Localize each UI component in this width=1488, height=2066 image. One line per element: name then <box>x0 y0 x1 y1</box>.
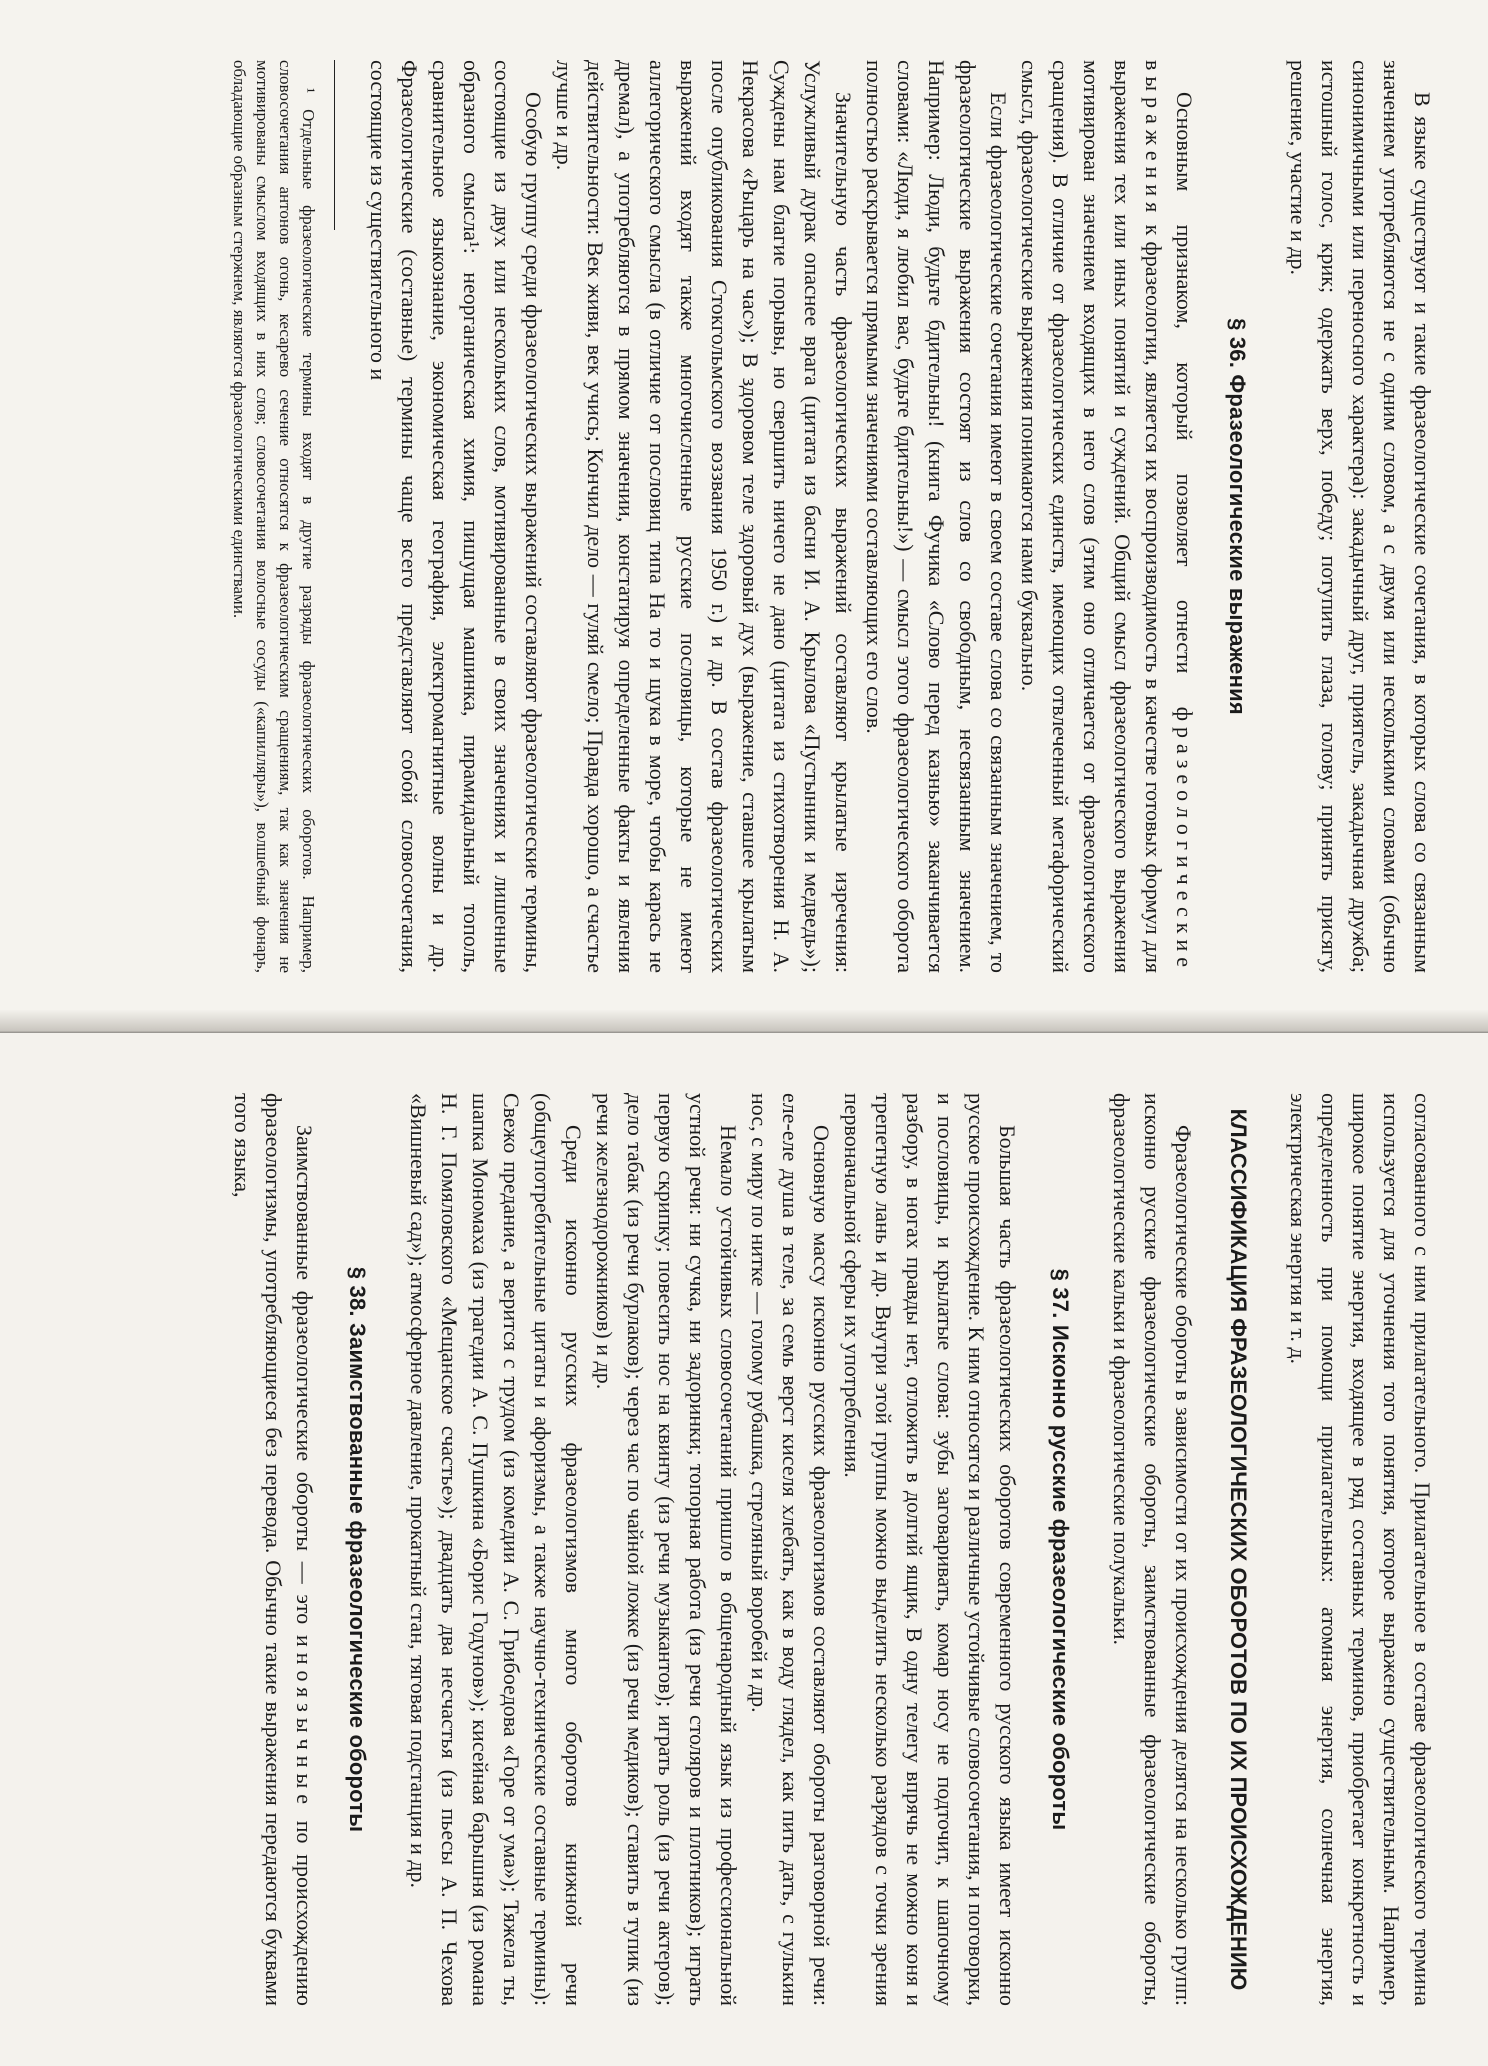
page-bottom-content <box>0 1033 1488 2066</box>
section-heading-36: § 36. Фразеологические выражения <box>1225 318 1250 715</box>
section-heading-38: § 38. Заимствованные фразеологические обороты <box>345 1266 370 1833</box>
paragraph: Фразеологические обороты в зависимости от их происхождения делятся на несколько групп: исконно русские фразеологические обороты, заимствованные фразеологические обороты, фразеологические кальки и фразеологические полукальки. <box>1109 1093 1196 2006</box>
spaced-term: фразеологические выражения <box>1141 60 1197 974</box>
spaced-term: иноязычные <box>292 1634 317 1811</box>
paragraph: согласованного с ним прилагательного. Прилагательное в составе фразеологического термина используется для уточнения того понятия, которое выражено существительным. Например, широкое понятие энергия, входящее в ряд составных терминов, приобретает конкретность и определенность при помощи прилагательных: атомная энергия, солнечная энергия, электрическая энергия и т. д. <box>1286 1093 1435 2006</box>
paragraph: Основным признаком, который позволяет отнести фразеологические выражения к фразеологии, является их воспроизводимость в качестве готовых формул для выражения тех или иных понятий и суждений. Общий смысл фразеологического выражения мотивирован значением входящих в него слов (этим оно отличается от фразеологического сращения). В отличие от фразеологических единств, имеющих отвлеченный метафорический смысл, фразеологические выражения понимаются нами буквально. <box>1017 60 1197 974</box>
paragraph: Значительную часть фразеологических выражений составляют крылатые изречения: Услужливый дурак опаснее врага (цитата из басни И. А. Крылова «Пустынник и медведь»); Суждены нам благие порывы, но свершить ничего не дано (цитата из стихотворения Н. А. Некрасова «Рыцарь на час»); В здоровом теле здоровый дух (выражение, ставшее крылатым после опубликования Стокгольмского воззвания 1950 г.) и др. В состав фразеологических выражений входят также многочисленные русские пословицы, которые не имеют аллегорического смысла (в отличие от пословиц типа На то и щука в море, чтобы карась не дремал), а употребляются в прямом значении, констатируя определенные факты и явления действительности: Век живи, век учись; Кончил дело — гуляй смело; Правда хорошо, а счастье лучше и др. <box>552 60 856 973</box>
paragraph: Если фразеологические сочетания имеют в своем составе слова со связанным значением, то фразеологические выражения состоят из слов со свободным, несвязанным значением. Например: Люди, будьте бдительны! (книга Фучика «Слово перед казнью» заканчивается словами: «Люди, я любил вас, будьте бдительны!») — смысл этого фразеологического оборота полностью раскрывается прямыми значениями составляющих его слов. <box>862 60 1011 973</box>
paragraph: Немало устойчивых словосочетаний пришло в общенародный язык из профессиональной устной речи: ни сучка, ни задоринки; топорная работа (из речи столяров и плотников); играть первую скрипку; повесить нос на квинту (из речи музыкантов); играть роль (из речи актеров); дело табак (из речи бурлаков); через час по чайной ложке (из речи медиков); ставить в тупик (из речи железнодорожников) и др. <box>592 1093 741 2006</box>
paragraph: В языке существуют и такие фразеологические сочетания, в которых слова со связанным значением употребляются не с одним словом, а с двумя или несколькими словами (обычно синонимичными или переносного характера): закадычный друг, приятель, закадычная дружба; истошный голос, крик; одержать верх, победу; потупить глаза, голову; принять присягу, решение, участие и др. <box>1286 60 1435 973</box>
footnote-text: ¹ Отдельные фразеологические термины входят в другие разряды фразеологических оборотов. Например, словосочетания антонов огонь, кесарево сечение относятся к фразеологическим сращениям, так как значения не мотивированы смыслом входящих в них слов; словосочетания волосные сосуды («капилляры»), волшебный фонарь, обладающие образным стержнем, являются фразеологическими единствами. <box>230 60 318 973</box>
paragraph: Среди исконно русских фразеологизмов много оборотов книжной речи (общеупотребительные цитаты и афоризмы, а также научно-технические составные термины): Свежо предание, а верится с трудом (из комедии А. С. Грибоедова «Горе от ума»); Тяжела ты, шапка Мономаха (из трагедии А. С. Пушкина «Борис Годунов»); кисейная барышня (из романа Н. Г. Помяловского «Мещанское счастье»); двадцать два несчастья (из пьесы А. П. Чехова «Вишневый сад»); атмосферное давление, прокатный стан, тяговая подстанция и др. <box>406 1093 586 2006</box>
footnote <box>228 60 320 973</box>
paragraph: Заимствованные фразеологические обороты — это иноязычные по происхождению фразеологизмы, употребляющиеся без перевода. Обычно такие выражения передаются буквами того языка, <box>230 1093 317 2006</box>
paragraph: Основную массу исконно русских фразеологизмов составляют обороты разговорной речи: еле-еле душа в теле, за семь верст киселя хлебать, как в воду глядел, как пить дать, с гулькин нос, с миру по нитке — голому рубашка, стреляный воробей и др. <box>747 1093 834 2006</box>
chapter-heading: КЛАССИФИКАЦИЯ ФРАЗЕОЛОГИЧЕСКИХ ОБОРОТОВ ПО ИХ ПРОИСХОЖДЕНИЮ <box>1226 1108 1251 1991</box>
footnote-divider <box>334 60 335 230</box>
section-heading-37: § 37. Исконно русские фразеологические обороты <box>1048 1268 1073 1831</box>
paragraph: Особую группу среди фразеологических выражений составляют фразеологические термины, состоящие из двух или нескольких слов, мотивированные в своих значениях и лишенные образного смысла¹: неорганическая химия, пишущая машинка, пирамидальный тополь, сравнительное языкознание, экономическая география, электромагнитные волны и др. Фразеологические (составные) термины чаще всего представляют собой словосочетания, состоящие из существительного и <box>366 60 546 973</box>
page-bottom <box>0 1033 1488 2066</box>
paragraph: Большая часть фразеологических оборотов современного русского языка имеет исконно русское происхождение. К ним относятся и различные устойчивые словосочетания, и поговорки, и пословицы, и крылатые слова: зубы заговаривать, комар носу не подточит, к шапочному разбору, в ногах правды нет, отложить в долгий ящик, В одну телегу впрячь не можно коня и трепетную лань и др. Внутри этой группы можно выделить несколько разрядов с точки зрения первоначальной сферы их употребления. <box>840 1093 1020 2006</box>
